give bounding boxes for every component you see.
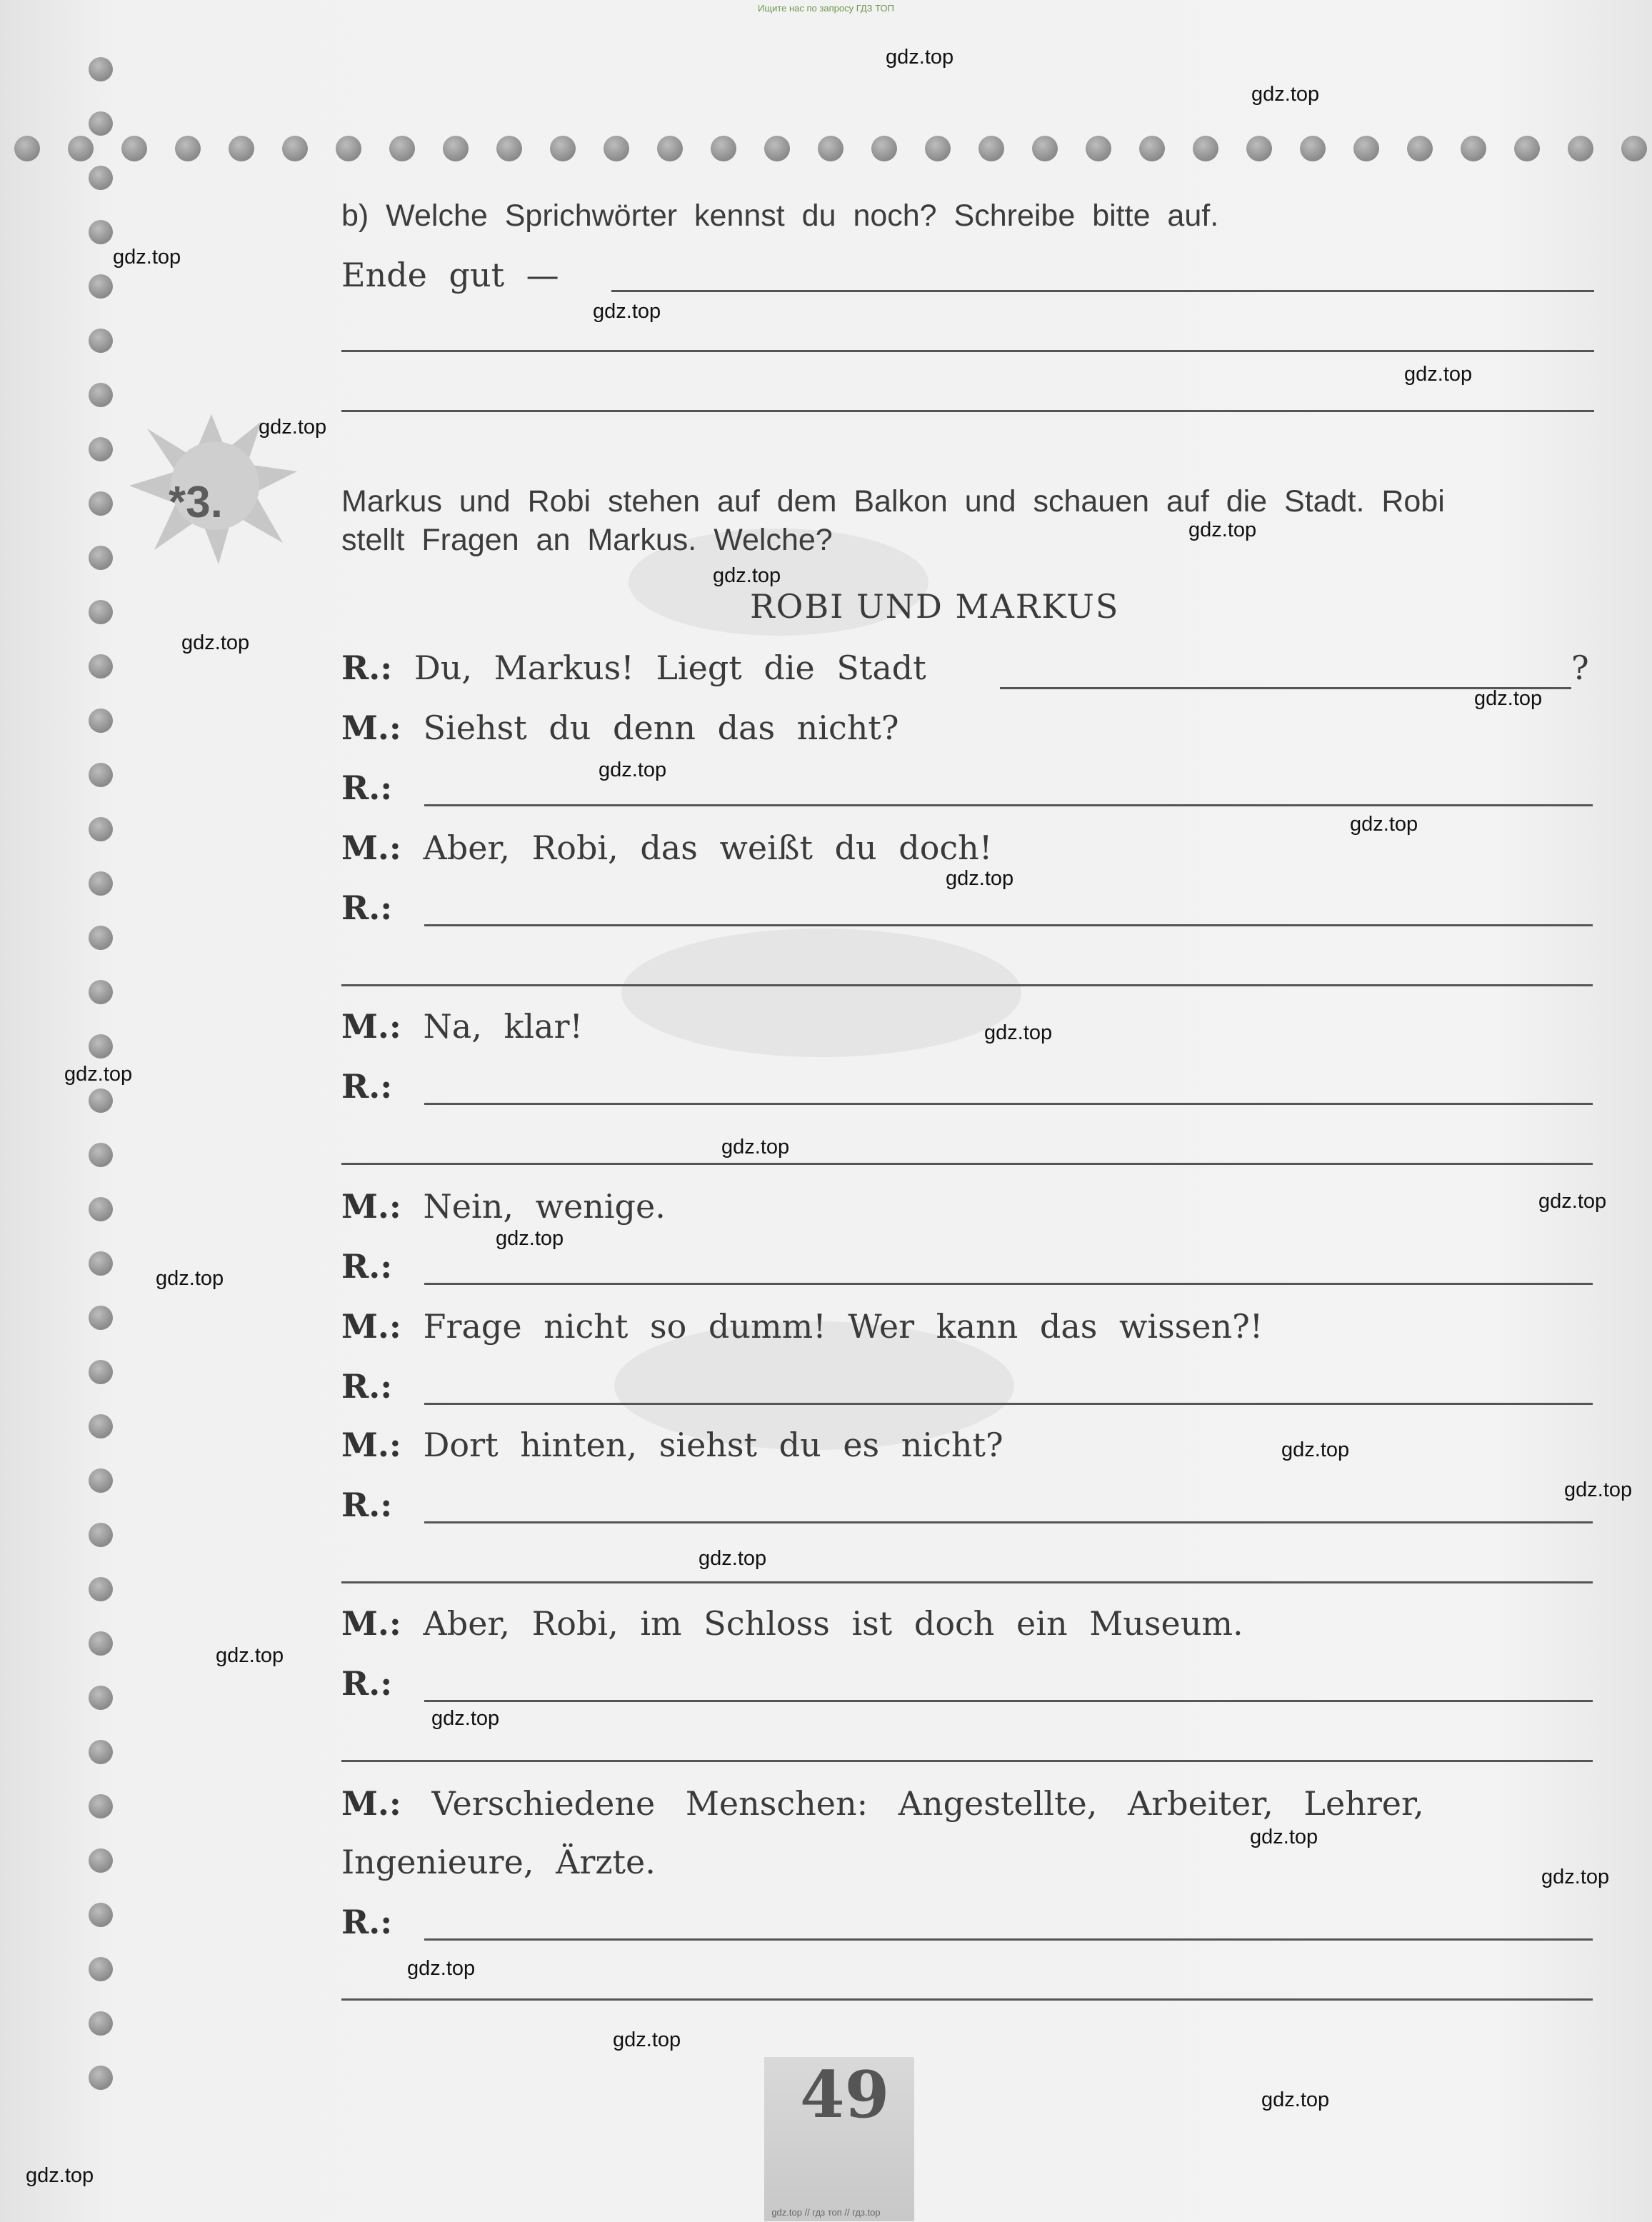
answer-line[interactable] [424,1521,1593,1523]
dialog-row-m7 [341,1604,1243,1643]
dialog-text: Aber, Robi, das weißt du doch! [423,829,993,867]
binder-hole [89,763,113,787]
binder-hole [89,817,113,841]
binder-hole [89,600,113,624]
instruction-line-2: stellt Fragen an Markus. Welche? [341,523,833,557]
binder-hole [89,1957,113,1981]
dialog-row-m3 [341,1007,583,1046]
binder-hole [1514,136,1540,161]
binder-hole [89,166,113,190]
binder-hole [1407,136,1433,161]
binder-hole [764,136,790,161]
speaker-label-r: R.: [341,1067,393,1106]
binder-hole [818,136,843,161]
watermark: gdz.top [613,2028,681,2051]
binder-hole [89,1251,113,1276]
binder-hole [89,980,113,1004]
watermark: gdz.top [156,1267,224,1290]
binder-hole [121,136,147,161]
answer-line[interactable] [424,804,1593,806]
watermark: gdz.top [1251,83,1320,106]
answer-line[interactable] [424,1403,1593,1405]
binder-hole [336,136,361,161]
answer-line[interactable] [341,1581,1593,1583]
binder-hole [89,2066,113,2090]
binder-hole [443,136,469,161]
binder-hole [282,136,308,161]
binder-hole [68,136,94,161]
binder-hole [89,1903,113,1927]
binder-hole [89,491,113,516]
binder-hole [89,1197,113,1221]
binder-hole [1032,136,1058,161]
speaker-label-r: R.: [341,1664,393,1703]
binder-hole [496,136,522,161]
binder-hole [175,136,201,161]
binder-hole [89,1143,113,1167]
speaker-label-r: R.: [341,1486,393,1524]
binder-hole [89,1686,113,1710]
binder-hole [89,546,113,570]
answer-line[interactable] [424,1283,1593,1285]
answer-line[interactable] [341,984,1593,986]
dialog-row-m5 [341,1307,1263,1346]
answer-line[interactable] [424,1103,1593,1105]
binder-hole [1246,136,1272,161]
binder-hole [89,1794,113,1818]
watermark: gdz.top [1188,519,1257,541]
binder-hole [89,274,113,299]
binder-hole [89,871,113,896]
watermark: gdz.top [886,46,954,69]
watermark: gdz.top [1538,1190,1607,1213]
binder-hole [1139,136,1165,161]
binder-hole [89,1631,113,1656]
binder-hole [925,136,951,161]
watermark: gdz.top [64,1063,133,1086]
speaker-label-m: M.: [341,1784,401,1823]
watermark: gdz.top [1564,1478,1633,1501]
speaker-label-m: M.: [341,1307,401,1346]
watermark: gdz.top [984,1021,1053,1044]
answer-line[interactable] [341,350,1594,352]
binder-hole [229,136,254,161]
binder-hole [89,1740,113,1764]
dialog-row-m6 [341,1426,1003,1464]
exercise-number: *3. [169,478,223,527]
dialog-text: Aber, Robi, im Schloss ist doch ein Museum. [423,1604,1243,1643]
binder-hole [1086,136,1111,161]
answer-line[interactable] [341,1760,1593,1762]
watermark: gdz.top [1404,363,1473,386]
instruction-line-1: Markus und Robi stehen auf dem Balkon und schauen auf die Stadt. Robi [341,484,1445,519]
speaker-label-m: M.: [341,1187,401,1226]
binder-hole [89,437,113,461]
binder-hole [389,136,415,161]
binder-hole [1353,136,1379,161]
answer-line[interactable] [424,1700,1593,1702]
binder-hole [89,709,113,733]
speaker-label-r: R.: [341,1903,393,1941]
watermark: gdz.top [407,1957,476,1980]
watermark: gdz.top [259,416,327,439]
answer-line[interactable] [341,1998,1593,2001]
top-banner: Ищите нас по запросу ГДЗ ТОП [758,3,894,14]
binder-hole [1568,136,1593,161]
binder-hole [89,654,113,679]
speaker-label-m: M.: [341,1007,401,1046]
page-number: 49 [800,2057,890,2133]
binder-hole [14,136,40,161]
binder-hole [89,1468,113,1493]
watermark: gdz.top [216,1644,284,1667]
answer-line[interactable] [611,290,1594,292]
proverb-start: Ende gut — [341,256,559,294]
watermark: gdz.top [1541,1866,1610,1888]
watermark: gdz.top [1250,1826,1318,1848]
binder-hole [1300,136,1326,161]
binder-hole [89,1523,113,1547]
dialog-text: Frage nicht so dumm! Wer kann das wissen?! [423,1307,1263,1346]
binder-hole [89,329,113,353]
binder-hole [89,57,113,81]
dialog-text: Dort hinten, siehst du es nicht? [423,1426,1003,1464]
watermark: gdz.top [1474,687,1543,710]
binder-hole [89,1360,113,1384]
binder-hole [89,1414,113,1438]
watermark: gdz.top [1350,813,1418,836]
binder-hole [711,136,736,161]
speaker-label-r: R.: [341,1367,393,1406]
dialog-title: ROBI UND MARKUS [750,587,1120,626]
speaker-label-m: M.: [341,1426,401,1464]
binder-hole [89,220,113,244]
speaker-label-r: R.: [341,1247,393,1286]
binder-hole [89,926,113,950]
binder-hole [89,1848,113,1873]
binder-hole [1461,136,1486,161]
bottom-banner: gdz.top // гдз топ // гдз.top [771,2207,881,2218]
watermark: gdz.top [713,564,781,587]
ghost-oval [621,929,1021,1057]
watermark: gdz.top [946,867,1014,890]
binder-hole [89,111,113,136]
watermark: gdz.top [431,1707,500,1730]
answer-line[interactable] [424,1938,1593,1941]
binder-hole [89,1306,113,1330]
speaker-label-m: M.: [341,709,401,747]
dialog-text: Verschiedene Menschen: Angestellte, Arbeiter, Lehrer, [431,1784,1424,1823]
answer-line[interactable] [424,924,1593,926]
binder-hole [550,136,576,161]
dialog-text: Du, Markus! Liegt die Stadt [414,649,926,687]
dialog-text-m8-line2: Ingenieure, Ärzte. [341,1843,656,1881]
binder-hole [604,136,629,161]
answer-line[interactable] [341,1163,1593,1165]
watermark: gdz.top [496,1227,564,1250]
dialog-row-r1 [341,649,926,687]
dialog-row-m4 [341,1187,666,1226]
dialog-text: Nein, wenige. [423,1187,666,1226]
watermark: gdz.top [113,246,181,269]
speaker-label-r: R.: [341,649,393,687]
answer-line[interactable] [341,410,1594,412]
watermark: gdz.top [721,1136,790,1158]
binder-hole [871,136,897,161]
dialog-row-m1 [341,709,899,747]
section-b-prompt: b) Welche Sprichwörter kennst du noch? Schreibe bitte auf. [341,199,1219,233]
binder-hole [89,1089,113,1113]
binder-hole [89,383,113,407]
speaker-label-m: M.: [341,1604,401,1643]
binder-hole [89,1034,113,1059]
binder-hole [978,136,1004,161]
dialog-text: Na, klar! [423,1007,583,1046]
binder-hole [89,2011,113,2036]
binder-hole [89,1577,113,1601]
binder-hole [1621,136,1647,161]
watermark: gdz.top [26,2164,94,2187]
speaker-label-r: R.: [341,769,393,807]
binder-hole [657,136,683,161]
dialog-row-m2 [341,829,992,867]
watermark: gdz.top [1261,2088,1330,2111]
watermark: gdz.top [1281,1438,1350,1461]
watermark: gdz.top [181,631,250,654]
watermark: gdz.top [699,1547,767,1570]
question-mark: ? [1571,649,1589,687]
watermark: gdz.top [593,300,661,323]
dialog-text: Siehst du denn das nicht? [423,709,899,747]
speaker-label-r: R.: [341,889,393,927]
watermark: gdz.top [599,759,667,781]
binder-hole [1193,136,1218,161]
dialog-row-m8 [341,1784,1424,1823]
speaker-label-m: M.: [341,829,401,867]
